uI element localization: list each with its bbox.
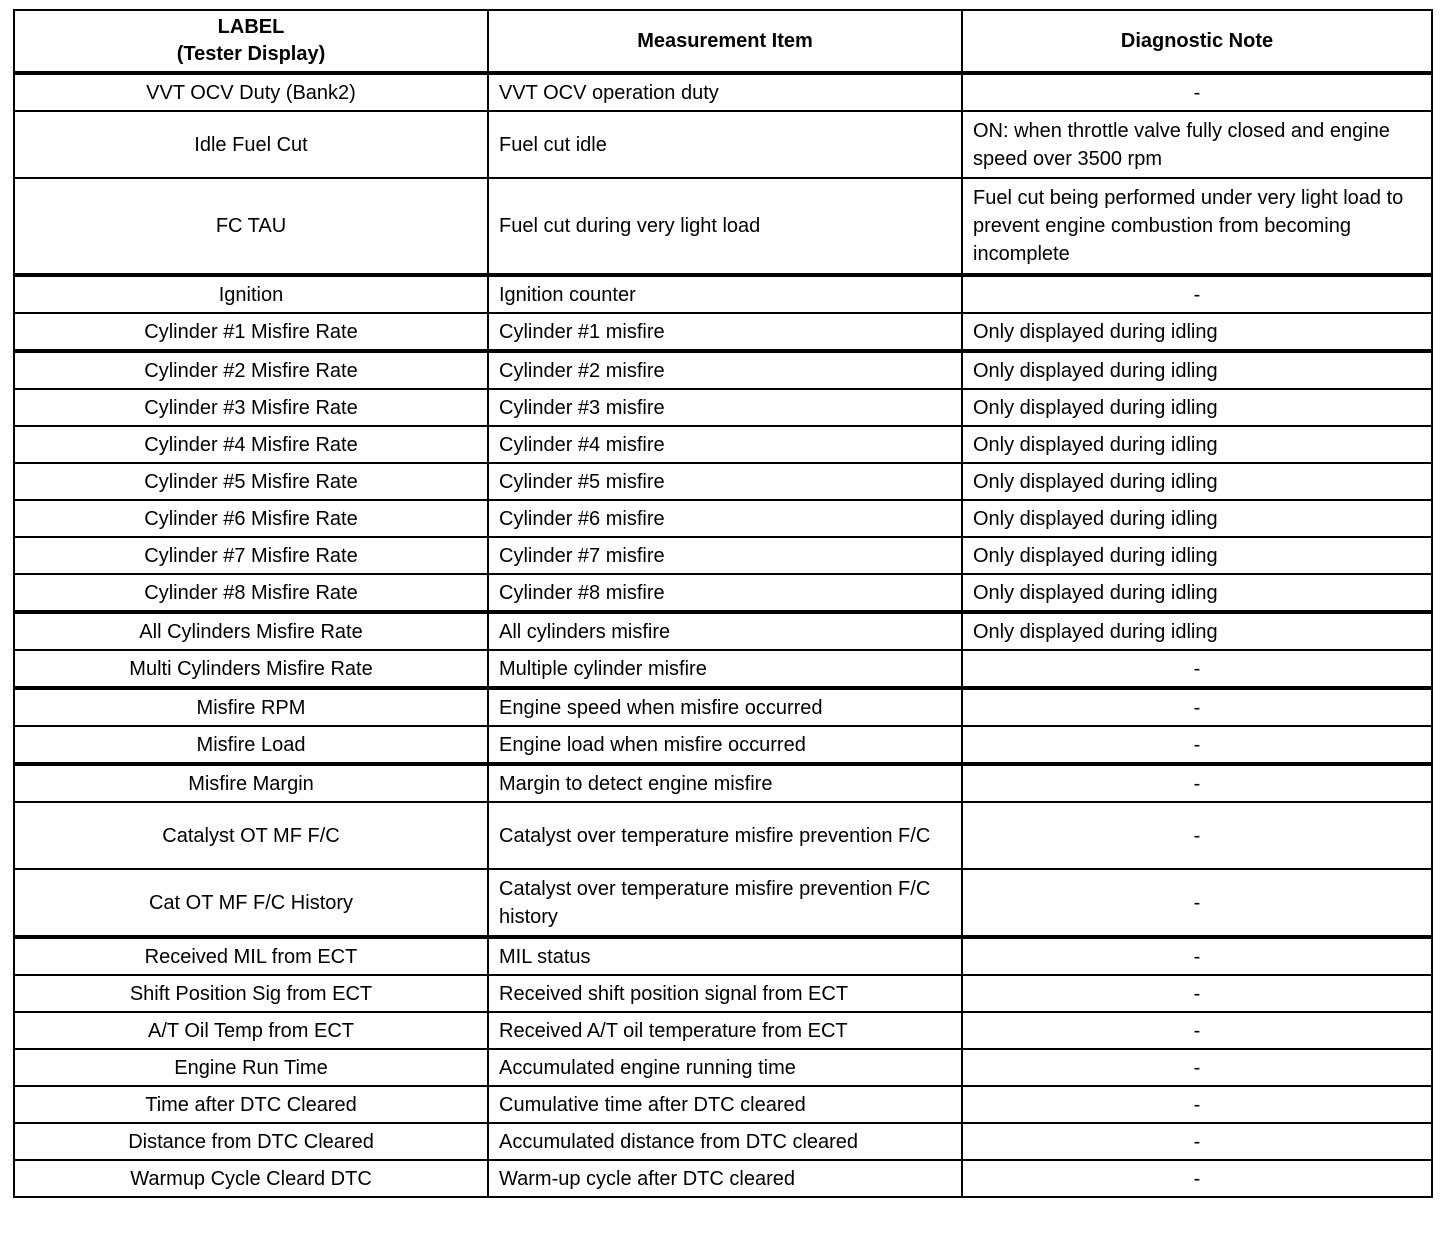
- diagnostic-note-cell: -: [962, 1012, 1432, 1049]
- measurement-item-cell: VVT OCV operation duty: [488, 73, 962, 111]
- diagnostic-note-cell: -: [962, 1160, 1432, 1197]
- diagnostic-note-cell: -: [962, 726, 1432, 764]
- measurement-item-cell: All cylinders misfire: [488, 612, 962, 650]
- label-cell: Time after DTC Cleared: [14, 1086, 488, 1123]
- measurement-item-cell: MIL status: [488, 937, 962, 975]
- diagnostic-note-cell: Only displayed during idling: [962, 389, 1432, 426]
- diagnostic-note-cell: Only displayed during idling: [962, 537, 1432, 574]
- table-row: [14, 764, 1432, 802]
- label-cell: Engine Run Time: [14, 1049, 488, 1086]
- measurement-item-cell: Accumulated distance from DTC cleared: [488, 1123, 962, 1160]
- table-row: [14, 1123, 1432, 1160]
- table-row: [14, 688, 1432, 726]
- measurement-item-cell: Cylinder #7 misfire: [488, 537, 962, 574]
- table-row: [14, 869, 1432, 937]
- table-row: [14, 975, 1432, 1012]
- diagnostic-note-cell: -: [962, 650, 1432, 688]
- label-cell: Cylinder #7 Misfire Rate: [14, 537, 488, 574]
- label-cell: Misfire RPM: [14, 688, 488, 726]
- table-row: [14, 1160, 1432, 1197]
- diagnostic-note-cell: Only displayed during idling: [962, 463, 1432, 500]
- label-cell: FC TAU: [14, 178, 488, 275]
- label-cell: Distance from DTC Cleared: [14, 1123, 488, 1160]
- diagnostic-note-cell: -: [962, 869, 1432, 937]
- diagnostic-note-cell: -: [962, 688, 1432, 726]
- table-row: [14, 500, 1432, 537]
- diagnostic-note-cell: Only displayed during idling: [962, 426, 1432, 463]
- label-cell: VVT OCV Duty (Bank2): [14, 73, 488, 111]
- label-cell: Misfire Margin: [14, 764, 488, 802]
- label-cell: Multi Cylinders Misfire Rate: [14, 650, 488, 688]
- measurement-item-cell: Cylinder #1 misfire: [488, 313, 962, 351]
- header-measurement-item: Measurement Item: [488, 10, 962, 73]
- measurement-item-cell: Engine load when misfire occurred: [488, 726, 962, 764]
- measurement-item-cell: Fuel cut idle: [488, 111, 962, 178]
- measurement-item-cell: Warm-up cycle after DTC cleared: [488, 1160, 962, 1197]
- label-cell: A/T Oil Temp from ECT: [14, 1012, 488, 1049]
- table-row: [14, 1086, 1432, 1123]
- measurement-item-cell: Cylinder #2 misfire: [488, 351, 962, 389]
- diagnostic-note-cell: Only displayed during idling: [962, 574, 1432, 612]
- table-row: [14, 574, 1432, 612]
- measurement-item-cell: Engine speed when misfire occurred: [488, 688, 962, 726]
- table-row: [14, 537, 1432, 574]
- table-row: [14, 178, 1432, 275]
- label-cell: Cylinder #6 Misfire Rate: [14, 500, 488, 537]
- measurement-item-cell: Accumulated engine running time: [488, 1049, 962, 1086]
- diagnostic-note-cell: -: [962, 1086, 1432, 1123]
- header-label-line1: LABEL: [217, 16, 285, 38]
- label-cell: Ignition: [14, 275, 488, 313]
- diagnostic-note-cell: -: [962, 975, 1432, 1012]
- header-label-line2: (Tester Display): [176, 43, 326, 65]
- measurement-item-cell: Catalyst over temperature misfire prevention F/C: [488, 802, 962, 869]
- diagnostic-note-cell: -: [962, 275, 1432, 313]
- label-cell: Cylinder #3 Misfire Rate: [14, 389, 488, 426]
- measurement-item-cell: Catalyst over temperature misfire prevention F/C history: [488, 869, 962, 937]
- table-row: [14, 612, 1432, 650]
- table-body: [14, 73, 1432, 1197]
- header-label: [14, 10, 488, 73]
- table-row: [14, 1012, 1432, 1049]
- label-cell: Idle Fuel Cut: [14, 111, 488, 178]
- label-cell: Cat OT MF F/C History: [14, 869, 488, 937]
- table-row: [14, 726, 1432, 764]
- label-cell: Warmup Cycle Cleard DTC: [14, 1160, 488, 1197]
- measurement-item-cell: Cumulative time after DTC cleared: [488, 1086, 962, 1123]
- measurement-item-cell: Cylinder #3 misfire: [488, 389, 962, 426]
- table-row: [14, 802, 1432, 869]
- measurement-item-cell: Cylinder #8 misfire: [488, 574, 962, 612]
- measurement-item-cell: Ignition counter: [488, 275, 962, 313]
- diagnostic-note-cell: ON: when throttle valve fully closed and engine speed over 3500 rpm: [962, 111, 1432, 178]
- measurement-item-cell: Fuel cut during very light load: [488, 178, 962, 275]
- diagnostic-note-cell: Only displayed during idling: [962, 351, 1432, 389]
- measurement-item-cell: Received A/T oil temperature from ECT: [488, 1012, 962, 1049]
- diagnostic-note-cell: -: [962, 1049, 1432, 1086]
- label-cell: Misfire Load: [14, 726, 488, 764]
- table-row: [14, 275, 1432, 313]
- table-row: [14, 463, 1432, 500]
- diagnostic-note-cell: Only displayed during idling: [962, 313, 1432, 351]
- diagnostic-note-cell: Only displayed during idling: [962, 500, 1432, 537]
- label-cell: Shift Position Sig from ECT: [14, 975, 488, 1012]
- diagnostic-note-cell: Fuel cut being performed under very light load to prevent engine combustion from becoming incomplete: [962, 178, 1432, 275]
- table-row: [14, 73, 1432, 111]
- diagnostic-data-table: [13, 9, 1433, 1198]
- table-row: [14, 426, 1432, 463]
- table-row: [14, 389, 1432, 426]
- table-row: [14, 313, 1432, 351]
- measurement-item-cell: Margin to detect engine misfire: [488, 764, 962, 802]
- label-cell: All Cylinders Misfire Rate: [14, 612, 488, 650]
- label-cell: Cylinder #2 Misfire Rate: [14, 351, 488, 389]
- label-cell: Cylinder #8 Misfire Rate: [14, 574, 488, 612]
- label-cell: Cylinder #4 Misfire Rate: [14, 426, 488, 463]
- diagnostic-note-cell: -: [962, 73, 1432, 111]
- table-row: [14, 937, 1432, 975]
- table-row: [14, 650, 1432, 688]
- label-cell: Cylinder #1 Misfire Rate: [14, 313, 488, 351]
- measurement-item-cell: Received shift position signal from ECT: [488, 975, 962, 1012]
- diagnostic-note-cell: -: [962, 937, 1432, 975]
- label-cell: Cylinder #5 Misfire Rate: [14, 463, 488, 500]
- measurement-item-cell: Cylinder #4 misfire: [488, 426, 962, 463]
- diagnostic-note-cell: -: [962, 764, 1432, 802]
- measurement-item-cell: Cylinder #5 misfire: [488, 463, 962, 500]
- table-header: [14, 10, 1432, 73]
- table-row: [14, 111, 1432, 178]
- header-diagnostic-note: Diagnostic Note: [962, 10, 1432, 73]
- diagnostic-note-cell: Only displayed during idling: [962, 612, 1432, 650]
- diagnostic-note-cell: -: [962, 802, 1432, 869]
- label-cell: Catalyst OT MF F/C: [14, 802, 488, 869]
- header-row: [14, 10, 1432, 73]
- diagnostic-note-cell: -: [962, 1123, 1432, 1160]
- measurement-item-cell: Multiple cylinder misfire: [488, 650, 962, 688]
- measurement-item-cell: Cylinder #6 misfire: [488, 500, 962, 537]
- table-row: [14, 351, 1432, 389]
- table-row: [14, 1049, 1432, 1086]
- label-cell: Received MIL from ECT: [14, 937, 488, 975]
